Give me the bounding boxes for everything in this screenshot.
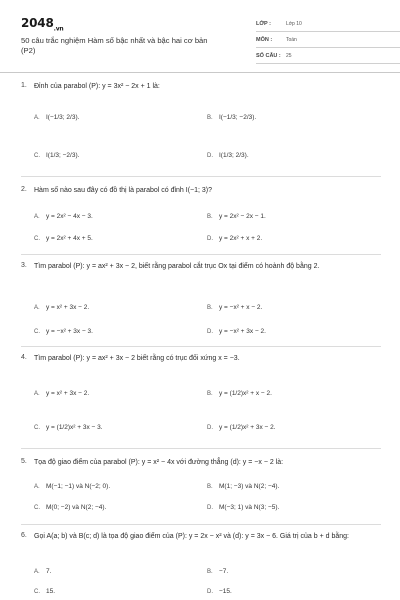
option-letter: A. [34, 391, 40, 397]
option-text: y = (1/2)x² + 3x − 2. [219, 424, 276, 431]
meta-key: LỚP : [256, 21, 271, 27]
question-3 [21, 262, 381, 346]
title-line-1: 50 câu trắc nghiệm Hàm số bậc nhất và bậc hai cơ bản [21, 36, 208, 45]
question-1 [21, 82, 381, 182]
question-5 [21, 458, 381, 526]
meta-row-subject [256, 34, 400, 48]
option-text: −7. [219, 568, 229, 575]
option-d[interactable] [207, 235, 262, 242]
option-a[interactable] [34, 213, 93, 220]
option-d[interactable] [207, 588, 232, 595]
divider [21, 346, 381, 347]
title-line-2: (P2) [21, 46, 36, 55]
option-letter: C. [34, 329, 40, 335]
option-letter: A. [34, 115, 40, 121]
option-c[interactable] [34, 328, 93, 335]
option-text: y = 2x² − 2x − 1. [219, 213, 266, 220]
option-letter: D. [207, 236, 213, 242]
question-text: Tìm parabol (P): y = ax² + 3x − 2 biết rằng có trục đối xứng x = −3. [34, 355, 240, 362]
meta-row-count [256, 50, 400, 64]
meta-key: MÔN : [256, 37, 273, 43]
question-number: 3. [21, 262, 27, 269]
question-6 [21, 532, 381, 598]
option-text: y = x² + 3x − 2. [46, 304, 90, 311]
option-d[interactable] [207, 504, 279, 511]
option-letter: B. [207, 569, 213, 575]
option-text: I(1/3; 2/3). [219, 152, 249, 159]
document-title [21, 36, 241, 56]
option-letter: D. [207, 425, 213, 431]
logo-suffix: .vn [53, 25, 64, 33]
header-divider [0, 72, 400, 73]
meta-value: 25 [286, 53, 292, 59]
option-letter: B. [207, 214, 213, 220]
question-number: 4. [21, 354, 27, 361]
option-letter: C. [34, 505, 40, 511]
divider [21, 254, 381, 255]
divider [21, 176, 381, 177]
option-text: I(1/3; −2/3). [46, 152, 80, 159]
logo-text: 2048 [21, 16, 54, 30]
option-text: y = 2x² − 4x − 3. [46, 213, 93, 220]
option-d[interactable] [207, 328, 266, 335]
option-c[interactable] [34, 235, 93, 242]
option-letter: A. [34, 305, 40, 311]
option-letter: B. [207, 484, 213, 490]
option-text: y = −x² + x − 2. [219, 304, 263, 311]
question-text: Hàm số nào sau đây có đồ thị là parabol có đỉnh I(−1; 3)? [34, 187, 213, 194]
question-number: 1. [21, 82, 27, 89]
question-text: Tọa độ giao điểm của parabol (P): y = x² − 4x với đường thẳng (d): y = −x − 2 là: [34, 459, 284, 466]
divider [21, 448, 381, 449]
option-letter: D. [207, 589, 213, 595]
option-letter: D. [207, 505, 213, 511]
option-letter: C. [34, 236, 40, 242]
question-text: Tìm parabol (P): y = ax² + 3x − 2, biết rằng parabol cắt trục Ox tại điểm có hoành độ bằng 2. [34, 263, 320, 270]
option-text: y = 2x² + 4x + 5. [46, 235, 93, 242]
option-b[interactable] [207, 568, 228, 575]
option-text: 15. [46, 588, 56, 595]
option-text: −15. [219, 588, 232, 595]
option-a[interactable] [34, 483, 110, 490]
option-a[interactable] [34, 114, 79, 121]
option-c[interactable] [34, 504, 106, 511]
meta-value: Toán [286, 37, 297, 43]
meta-box [256, 18, 400, 66]
option-a[interactable] [34, 390, 89, 397]
option-letter: C. [34, 153, 40, 159]
option-letter: A. [34, 569, 40, 575]
option-text: y = x² + 3x − 2. [46, 390, 90, 397]
option-b[interactable] [207, 483, 279, 490]
option-letter: A. [34, 484, 40, 490]
option-letter: B. [207, 391, 213, 397]
meta-row-class [256, 18, 400, 32]
option-text: y = 2x² + x + 2. [219, 235, 263, 242]
option-text: M(0; −2) và N(2; −4). [46, 504, 107, 511]
option-text: y = −x² + 3x − 2. [219, 328, 266, 335]
option-text: I(−1/3; −2/3). [219, 114, 257, 121]
option-b[interactable] [207, 304, 262, 311]
option-letter: D. [207, 329, 213, 335]
option-c[interactable] [34, 152, 79, 159]
option-letter: C. [34, 425, 40, 431]
question-2 [21, 186, 381, 256]
option-d[interactable] [207, 424, 276, 431]
question-number: 5. [21, 458, 27, 465]
option-letter: C. [34, 589, 40, 595]
option-text: M(1; −3) và N(2; −4). [219, 483, 280, 490]
option-text: 7. [46, 568, 52, 575]
question-text: Đỉnh của parabol (P): y = 3x² − 2x + 1 là: [34, 83, 160, 90]
option-text: M(−1; −1) và N(−2; 0). [46, 483, 111, 490]
option-letter: D. [207, 153, 213, 159]
option-b[interactable] [207, 114, 256, 121]
option-c[interactable] [34, 588, 55, 595]
option-b[interactable] [207, 213, 266, 220]
question-text: Gọi A(a; b) và B(c; d) là tọa độ giao điểm của (P): y = 2x − x² và (d): y = 3x − 6. Giá trị của b + d bằng: [34, 533, 349, 540]
meta-key: SỐ CÂU : [256, 53, 281, 59]
option-letter: A. [34, 214, 40, 220]
site-logo[interactable] [21, 16, 63, 32]
option-a[interactable] [34, 568, 51, 575]
option-a[interactable] [34, 304, 89, 311]
option-text: M(−3; 1) và N(3; −5). [219, 504, 280, 511]
divider [21, 524, 381, 525]
meta-value: Lớp 10 [286, 21, 302, 27]
question-number: 2. [21, 186, 27, 193]
header [21, 6, 390, 64]
question-number: 6. [21, 532, 27, 539]
option-text: y = (1/2)x² + x − 2. [219, 390, 272, 397]
option-d[interactable] [207, 152, 249, 159]
option-letter: B. [207, 305, 213, 311]
option-letter: B. [207, 115, 213, 121]
option-b[interactable] [207, 390, 272, 397]
option-text: I(−1/3; 2/3). [46, 114, 80, 121]
question-4 [21, 354, 381, 450]
option-text: y = −x² + 3x − 3. [46, 328, 93, 335]
option-text: y = (1/2)x² + 3x − 3. [46, 424, 103, 431]
option-c[interactable] [34, 424, 103, 431]
